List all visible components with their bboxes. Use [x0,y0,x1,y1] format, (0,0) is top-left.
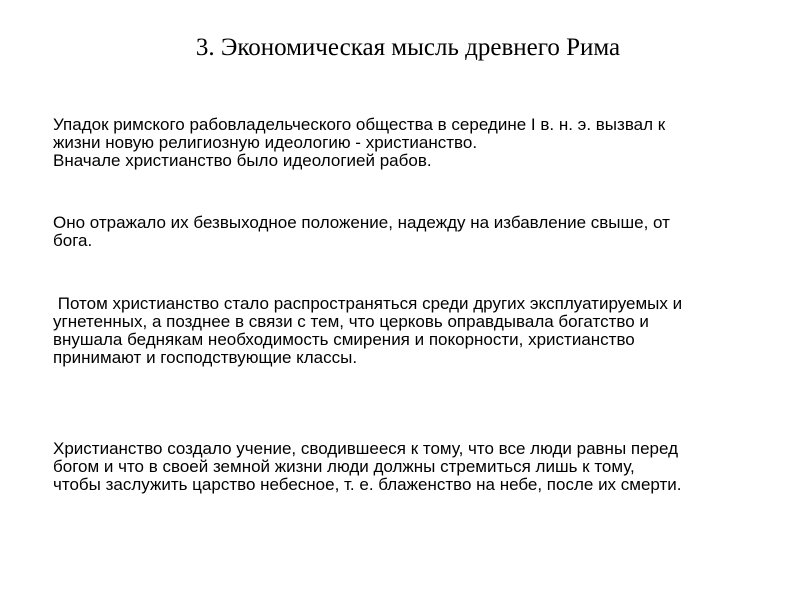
text-line: богом и что в своей земной жизни люди должны стремиться лишь к тому, [53,457,635,476]
text-line: Христианство создало учение, сводившееся к тому, что все люди равны перед [53,439,678,458]
text-line: чтобы заслужить царство небесное, т. е. блаженство на небе, после их смерти. [53,475,682,494]
paragraph-teaching [53,440,773,494]
text-line: внушала беднякам необходимость смирения и покорности, христианство [53,330,635,349]
paragraph-spread [53,295,773,367]
slide-title: 3. Экономическая мысль древнего Рима [195,34,621,61]
text-line: угнетенных, а позднее в связи с тем, что церковь оправдывала богатство и [53,312,649,331]
text-line: Вначале христианство было идеологией рабов. [53,151,432,170]
text-line: принимают и господствующие классы. [53,348,358,367]
text-line: Оно отражало их безвыходное положение, надежду на избавление свыше, от [53,213,670,232]
text-line: бога. [53,231,93,250]
paragraph-decline [53,116,773,170]
text-line: Упадок римского рабовладельческого общества в середине I в. н. э. вызвал к [53,115,666,134]
paragraph-hope [53,214,773,250]
text-line: жизни новую религиозную идеологию - христианство. [53,133,478,152]
text-line: Потом христианство стало распространяться среди других эксплуатируемых и [53,294,683,313]
